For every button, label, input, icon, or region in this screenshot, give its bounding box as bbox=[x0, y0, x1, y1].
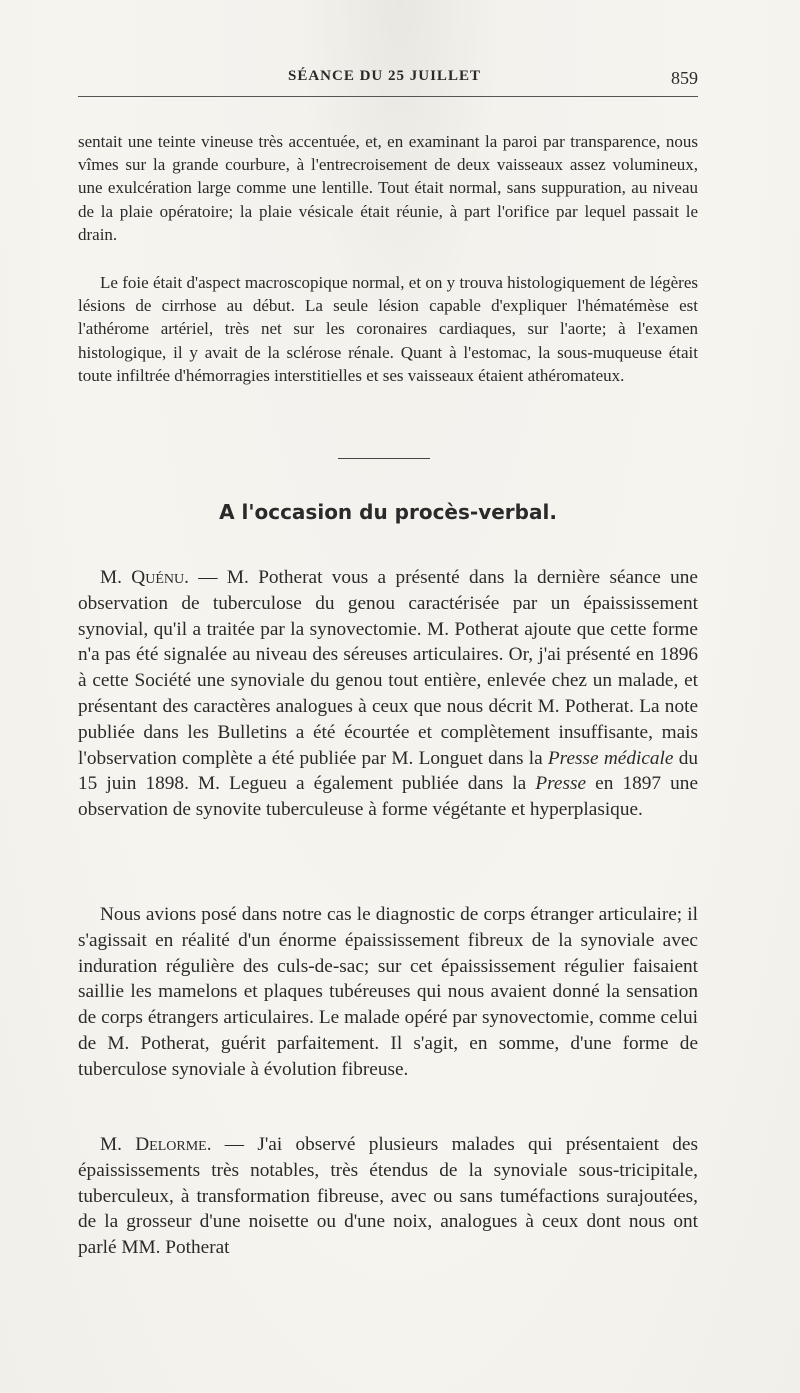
paragraph-text: — M. Potherat vous a présenté dans la dernière séance une observation de tuberculose du genou caractérisée par un épaississement synovial, qu'il a traitée par la synovectomie. M. Potherat ajoute que cette forme n'a pas été signalée au niveau des séreuses articulaires. Or, j'ai présenté en 1896 à cette Société une synoviale du genou tout entière, enlevée chez un malade, et présentant des caractères analogues à ceux que nous décrit M. Potherat. La note publiée dans les Bulletins a été écourtée et complètement insuffisante, mais l'observation complète a été publiée par M. Longuet dans la bbox=[78, 567, 698, 769]
journal-title: Presse médicale bbox=[547, 747, 674, 769]
page-header bbox=[78, 68, 698, 92]
paragraph-text: — J'ai observé plusieurs malades qui présentaient des épaississements très notables, très étendus de la synoviale sous-tricipitale, tuberculeux, à transformation fibreuse, avec ou sans tuméfactions surajoutées, de la grosseur d'une noisette ou d'une noix, analogues à ceux dont nous ont parlé MM. Potherat bbox=[78, 1134, 698, 1259]
speaker-name: M. Delorme. bbox=[100, 1134, 212, 1155]
speaker-name: M. Quénu. bbox=[100, 567, 189, 588]
paragraph-text: Le foie était d'aspect macroscopique normal, et on y trouva histologiquement de légères lésions de cirrhose au début. La seule lésion capable d'expliquer l'hématémèse est l'athérome artériel, très net sur les coronaires cardiaques, sur l'aorte; à l'examen histologique, il y avait de la sclérose rénale. Quant à l'estomac, la sous-muqueuse était toute infiltrée d'hémorragies interstitielles et ses vaisseaux étaient athéromateux. bbox=[78, 273, 698, 385]
header-rule bbox=[78, 96, 698, 97]
paragraph-text: sentait une teinte vineuse très accentuée, et, en examinant la paroi par transparence, nous vîmes sur la grande courbure, à l'entrecroisement de deux vaisseaux assez volumineux, une exulcération large comme une lentille. Tout était normal, sans suppuration, au niveau de la plaie opératoire; la plaie vésicale était réunie, à part l'orifice par lequel passait le drain. bbox=[78, 132, 698, 244]
section-separator bbox=[338, 458, 430, 459]
paragraph-text: en 1897 une observation de synovite tuberculeuse à forme végétante et hyperplasique. bbox=[78, 773, 699, 821]
delorme-paragraph bbox=[78, 1132, 698, 1261]
paragraph-liver bbox=[78, 271, 698, 387]
paragraph-text: du 15 juin 1898. M. Legueu a également publiée dans la bbox=[78, 747, 698, 795]
quenu-paragraph-2 bbox=[78, 902, 698, 1083]
running-title: SÉANCE DU 25 JUILLET bbox=[288, 68, 481, 84]
page-number: 859 bbox=[671, 68, 698, 88]
quenu-paragraph bbox=[78, 565, 698, 823]
paragraph-text: Nous avions posé dans notre cas le diagnostic de corps étranger articulaire; il s'agissait en réalité d'un énorme épaississement fibreux de la synoviale avec induration régulière des culs-de-sac; sur cet épaississement régulier faisaient saillie les mamelons et plaques tubéreuses qui nous avaient donné la sensation de corps étrangers articulaires. Le malade opéré par synovectomie, comme celui de M. Potherat, guérit parfaitement. Il s'agit, en somme, d'une forme de tuberculose synoviale à évolution fibreuse. bbox=[78, 904, 698, 1080]
section-heading: A l'occasion du procès-verbal. bbox=[219, 500, 557, 524]
journal-title: Presse bbox=[535, 773, 587, 795]
paragraph-continuation bbox=[78, 130, 698, 246]
